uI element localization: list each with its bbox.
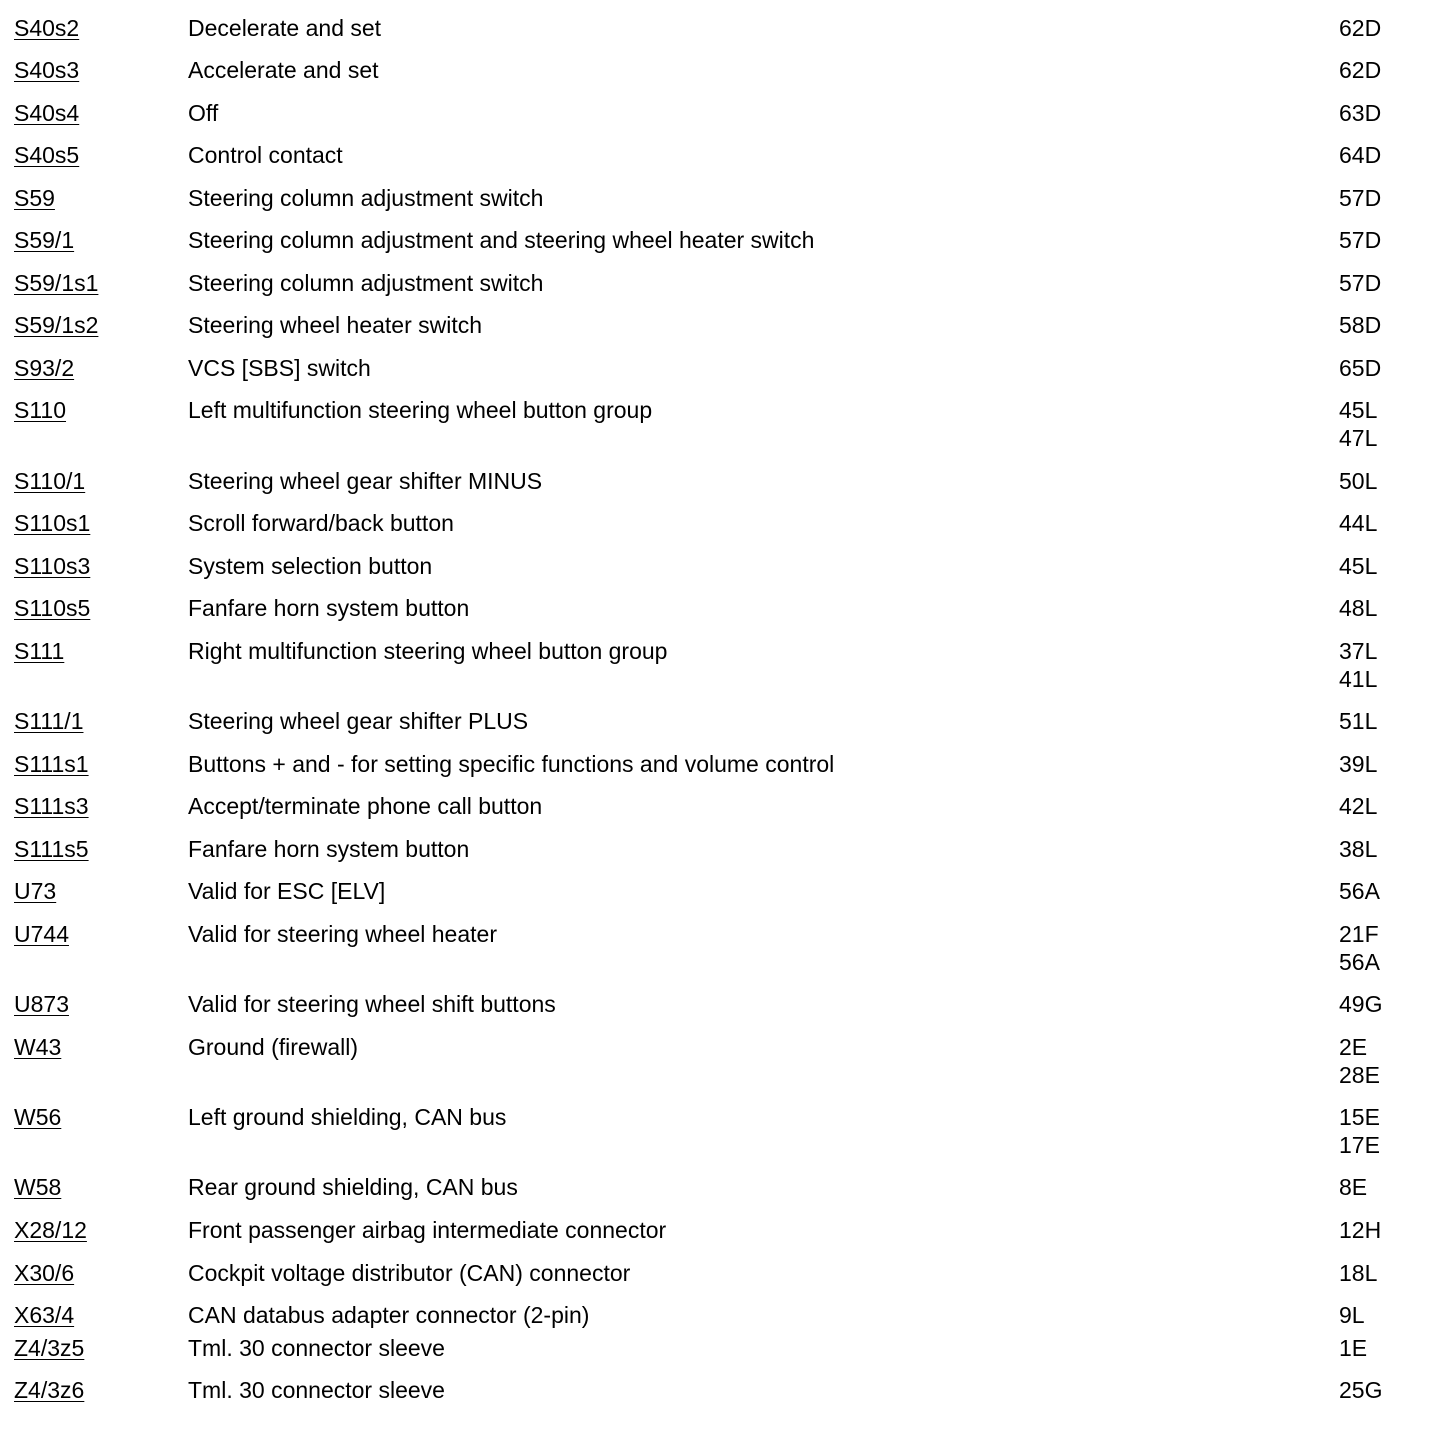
component-code-link[interactable]: S110s1 <box>14 510 91 536</box>
grid-reference: 62D <box>1339 57 1382 83</box>
component-code-cell <box>14 509 90 537</box>
component-code-cell <box>14 552 90 580</box>
grid-reference: 9L <box>1339 1302 1365 1328</box>
component-code-link[interactable]: S111s5 <box>14 836 89 862</box>
component-description: Steering column adjustment switch <box>188 185 544 211</box>
component-code-cell <box>14 269 98 297</box>
component-code-link[interactable]: S111s1 <box>14 751 89 777</box>
grid-reference-cell <box>1339 552 1377 580</box>
grid-reference-cell <box>1339 56 1381 84</box>
component-code-link[interactable]: W58 <box>14 1174 62 1200</box>
component-code-cell <box>14 184 55 212</box>
component-code-link[interactable]: S111s3 <box>14 793 89 819</box>
component-code-link[interactable]: U873 <box>14 991 69 1017</box>
component-code-link[interactable]: S40s5 <box>14 142 80 168</box>
component-code-cell <box>14 707 83 735</box>
component-description: Front passenger airbag intermediate connector <box>188 1217 667 1243</box>
component-code-cell <box>14 467 85 495</box>
grid-reference-cell <box>1339 1376 1382 1404</box>
grid-reference: 62D <box>1339 15 1382 41</box>
grid-reference: 12H <box>1339 1217 1382 1243</box>
component-description: Valid for steering wheel heater <box>188 921 497 947</box>
grid-reference: 56A <box>1339 949 1380 975</box>
component-description: Ground (firewall) <box>188 1034 358 1060</box>
component-description: Rear ground shielding, CAN bus <box>188 1174 518 1200</box>
component-code-cell <box>14 14 79 42</box>
grid-reference-cell <box>1339 835 1377 863</box>
component-description: Off <box>188 100 219 126</box>
component-code-link[interactable]: S59/1s1 <box>14 270 99 296</box>
component-code-link[interactable]: S59 <box>14 185 55 211</box>
component-code-cell <box>14 877 56 905</box>
grid-reference: 51L <box>1339 708 1378 734</box>
component-code-cell <box>14 141 79 169</box>
grid-reference-cell <box>1339 1216 1381 1244</box>
component-description: Accept/terminate phone call button <box>188 793 543 819</box>
grid-reference: 45L <box>1339 397 1378 423</box>
component-code-link[interactable]: X30/6 <box>14 1260 75 1286</box>
component-description: Valid for ESC [ELV] <box>188 878 386 904</box>
component-code-cell <box>14 750 89 778</box>
grid-reference: 64D <box>1339 142 1382 168</box>
component-code-link[interactable]: S111 <box>14 638 65 664</box>
component-code-link[interactable]: Z4/3z6 <box>14 1377 85 1403</box>
component-code-cell <box>14 1301 74 1329</box>
component-description: Control contact <box>188 142 343 168</box>
grid-reference: 48L <box>1339 595 1378 621</box>
grid-reference-cell <box>1339 1103 1380 1159</box>
component-code-cell <box>14 920 69 948</box>
component-code-link[interactable]: S110/1 <box>14 468 86 494</box>
grid-reference: 49G <box>1339 991 1383 1017</box>
component-description: System selection button <box>188 553 433 579</box>
grid-reference: 58D <box>1339 312 1382 338</box>
component-description: Tml. 30 connector sleeve <box>188 1335 445 1361</box>
grid-reference: 21F <box>1339 921 1379 947</box>
grid-reference-cell <box>1339 920 1380 976</box>
component-code-link[interactable]: Z4/3z5 <box>14 1335 85 1361</box>
component-code-link[interactable]: W43 <box>14 1034 62 1060</box>
component-code-link[interactable]: S59/1 <box>14 227 75 253</box>
component-description: Buttons + and - for setting specific functions and volume control <box>188 751 835 777</box>
grid-reference: 47L <box>1339 425 1378 451</box>
grid-reference: 57D <box>1339 185 1382 211</box>
grid-reference: 50L <box>1339 468 1378 494</box>
component-code-link[interactable]: X28/12 <box>14 1217 87 1243</box>
grid-reference-cell <box>1339 1334 1367 1362</box>
grid-reference-cell <box>1339 99 1381 127</box>
grid-reference: 65D <box>1339 355 1382 381</box>
grid-reference: 1E <box>1339 1335 1368 1361</box>
grid-reference-cell <box>1339 269 1381 297</box>
grid-reference-cell <box>1339 1301 1365 1329</box>
grid-reference-cell <box>1339 509 1377 537</box>
component-code-cell <box>14 1376 84 1404</box>
component-code-link[interactable]: S40s3 <box>14 57 80 83</box>
component-code-cell <box>14 1173 61 1201</box>
component-code-link[interactable]: U73 <box>14 878 57 904</box>
grid-reference-cell <box>1339 637 1377 693</box>
component-code-cell <box>14 1103 61 1131</box>
grid-reference: 42L <box>1339 793 1378 819</box>
component-description: Steering wheel gear shifter MINUS <box>188 468 543 494</box>
grid-reference-cell <box>1339 990 1382 1018</box>
component-code-cell <box>14 1259 74 1287</box>
component-description: VCS [SBS] switch <box>188 355 371 381</box>
component-description: Steering wheel heater switch <box>188 312 483 338</box>
grid-reference-cell <box>1339 1259 1377 1287</box>
grid-reference: 25G <box>1339 1377 1383 1403</box>
grid-reference-cell <box>1339 14 1381 42</box>
component-code-cell <box>14 990 69 1018</box>
component-code-link[interactable]: S111/1 <box>14 708 84 734</box>
component-description: Steering column adjustment switch <box>188 270 544 296</box>
component-code-cell <box>14 1216 87 1244</box>
grid-reference-cell <box>1339 311 1381 339</box>
component-description: Right multifunction steering wheel button group <box>188 638 668 664</box>
grid-reference-cell <box>1339 877 1380 905</box>
component-code-cell <box>14 56 79 84</box>
component-code-cell <box>14 311 98 339</box>
grid-reference-cell <box>1339 184 1381 212</box>
grid-reference-cell <box>1339 1033 1380 1089</box>
grid-reference-cell <box>1339 396 1377 452</box>
component-description: Fanfare horn system button <box>188 836 470 862</box>
grid-reference: 44L <box>1339 510 1378 536</box>
component-code-cell <box>14 792 89 820</box>
grid-reference-cell <box>1339 594 1377 622</box>
component-code-cell <box>14 1334 84 1362</box>
component-description: Steering wheel gear shifter PLUS <box>188 708 529 734</box>
component-code-link[interactable]: S40s4 <box>14 100 80 126</box>
grid-reference: 56A <box>1339 878 1380 904</box>
component-description: Scroll forward/back button <box>188 510 454 536</box>
component-description: Valid for steering wheel shift buttons <box>188 991 556 1017</box>
component-description: Steering column adjustment and steering wheel heater switch <box>188 227 815 253</box>
component-code-cell <box>14 226 74 254</box>
component-code-cell <box>14 637 64 665</box>
component-description: Decelerate and set <box>188 15 382 41</box>
component-description: Accelerate and set <box>188 57 379 83</box>
component-code-cell <box>14 354 74 382</box>
grid-reference-cell <box>1339 467 1377 495</box>
grid-reference-cell <box>1339 354 1381 382</box>
component-code-link[interactable]: X63/4 <box>14 1302 75 1328</box>
grid-reference: 45L <box>1339 553 1378 579</box>
component-code-link[interactable]: S93/2 <box>14 355 75 381</box>
component-description: CAN databus adapter connector (2-pin) <box>188 1302 590 1328</box>
grid-reference: 57D <box>1339 270 1382 296</box>
grid-reference: 2E <box>1339 1034 1368 1060</box>
grid-reference: 57D <box>1339 227 1382 253</box>
component-description: Tml. 30 connector sleeve <box>188 1377 445 1403</box>
component-code-link[interactable]: S59/1s2 <box>14 312 99 338</box>
grid-reference: 17E <box>1339 1132 1380 1158</box>
component-code-cell <box>14 99 79 127</box>
component-description: Fanfare horn system button <box>188 595 470 621</box>
grid-reference-cell <box>1339 707 1377 735</box>
grid-reference: 37L <box>1339 638 1378 664</box>
component-description: Cockpit voltage distributor (CAN) connector <box>188 1260 631 1286</box>
component-code-link[interactable]: S110s5 <box>14 595 91 621</box>
grid-reference: 38L <box>1339 836 1378 862</box>
grid-reference: 28E <box>1339 1062 1380 1088</box>
component-code-link[interactable]: U744 <box>14 921 69 947</box>
component-code-cell <box>14 594 90 622</box>
grid-reference: 41L <box>1339 666 1378 692</box>
component-code-link[interactable]: W56 <box>14 1104 62 1130</box>
component-code-link[interactable]: S110s3 <box>14 553 91 579</box>
grid-reference-cell <box>1339 792 1377 820</box>
grid-reference: 63D <box>1339 100 1382 126</box>
component-code-link[interactable]: S110 <box>14 397 67 423</box>
grid-reference-cell <box>1339 226 1381 254</box>
component-code-link[interactable]: S40s2 <box>14 15 80 41</box>
component-code-cell <box>14 396 66 424</box>
grid-reference: 15E <box>1339 1104 1380 1130</box>
component-description: Left multifunction steering wheel button group <box>188 397 653 423</box>
grid-reference-cell <box>1339 1173 1367 1201</box>
component-code-cell <box>14 1033 61 1061</box>
grid-reference-cell <box>1339 750 1377 778</box>
grid-reference-cell <box>1339 141 1381 169</box>
grid-reference: 8E <box>1339 1174 1368 1200</box>
grid-reference: 18L <box>1339 1260 1378 1286</box>
grid-reference: 39L <box>1339 751 1378 777</box>
component-code-cell <box>14 835 89 863</box>
component-description: Left ground shielding, CAN bus <box>188 1104 507 1130</box>
